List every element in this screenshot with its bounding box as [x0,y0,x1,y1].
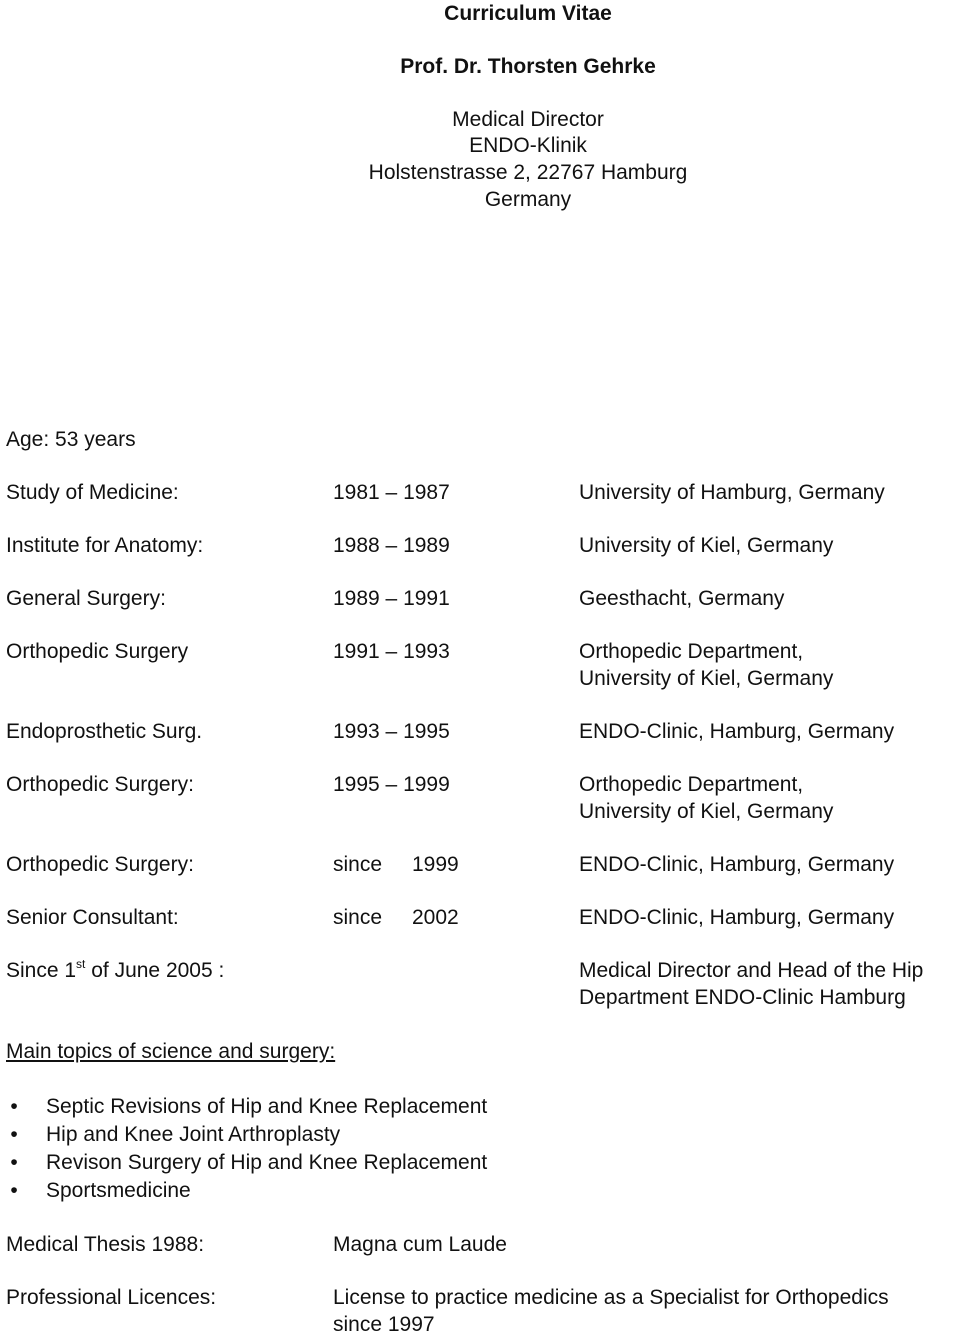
career-label: Institute for Anatomy: [6,534,204,557]
bullet-icon: • [10,1151,18,1174]
career-place: Orthopedic Department, [579,773,804,796]
document-title: Curriculum Vitae [444,2,612,25]
career-year: 2002 [412,906,459,929]
career-label: Study of Medicine: [6,481,179,504]
current-label-prefix: Since 1 [6,959,77,982]
career-period: 1993 – 1995 [333,720,450,743]
institution: ENDO-Klinik [469,134,587,157]
bullet-icon: • [10,1095,18,1118]
career-label: Senior Consultant: [6,906,179,929]
career-label: Orthopedic Surgery: [6,853,194,876]
career-place: Orthopedic Department, [579,640,804,663]
career-period: 1981 – 1987 [333,481,450,504]
career-label: Orthopedic Surgery [6,640,189,663]
licences-label: Professional Licences: [6,1286,217,1309]
career-period: 1995 – 1999 [333,773,450,796]
career-year: 1999 [412,853,459,876]
career-label: Orthopedic Surgery: [6,773,194,796]
career-place: University of Hamburg, Germany [579,481,885,504]
address: Holstenstrasse 2, 22767 Hamburg [368,161,688,184]
career-period: 1991 – 1993 [333,640,450,663]
career-place-line2: University of Kiel, Germany [579,667,834,690]
person-name: Prof. Dr. Thorsten Gehrke [400,55,656,78]
current-label [6,957,224,984]
bullet-icon: • [10,1123,18,1146]
topic-text: Septic Revisions of Hip and Knee Replacement [46,1095,488,1118]
thesis-label: Medical Thesis 1988: [6,1233,205,1256]
licences-value: License to practice medicine as a Specialist for Orthopedics [333,1286,889,1309]
career-place: University of Kiel, Germany [579,534,834,557]
career-place: Geesthacht, Germany [579,587,785,610]
ordinal-suffix: st [76,957,86,971]
topic-text: Hip and Knee Joint Arthroplasty [46,1123,341,1146]
current-label-suffix: of June 2005 : [85,959,225,982]
career-period: 1989 – 1991 [333,587,450,610]
career-label: General Surgery: [6,587,166,610]
age: Age: 53 years [6,428,136,451]
career-since: since [333,853,383,876]
career-place: ENDO-Clinic, Hamburg, Germany [579,720,895,743]
topic-text: Sportsmedicine [46,1179,191,1202]
licences-value-line2: since 1997 [333,1313,435,1336]
career-place: ENDO-Clinic, Hamburg, Germany [579,906,895,929]
position: Medical Director [452,108,604,131]
current-place-line2: Department ENDO-Clinic Hamburg [579,986,906,1009]
career-place: ENDO-Clinic, Hamburg, Germany [579,853,895,876]
career-place-line2: University of Kiel, Germany [579,800,834,823]
career-period: 1988 – 1989 [333,534,450,557]
thesis-value: Magna cum Laude [333,1233,507,1256]
current-place: Medical Director and Head of the Hip [579,959,924,982]
topics-heading: Main topics of science and surgery: [6,1040,336,1063]
topic-text: Revison Surgery of Hip and Knee Replacement [46,1151,488,1174]
bullet-icon: • [10,1179,18,1202]
country: Germany [484,188,572,211]
career-since: since [333,906,383,929]
career-label: Endoprosthetic Surg. [6,720,203,743]
